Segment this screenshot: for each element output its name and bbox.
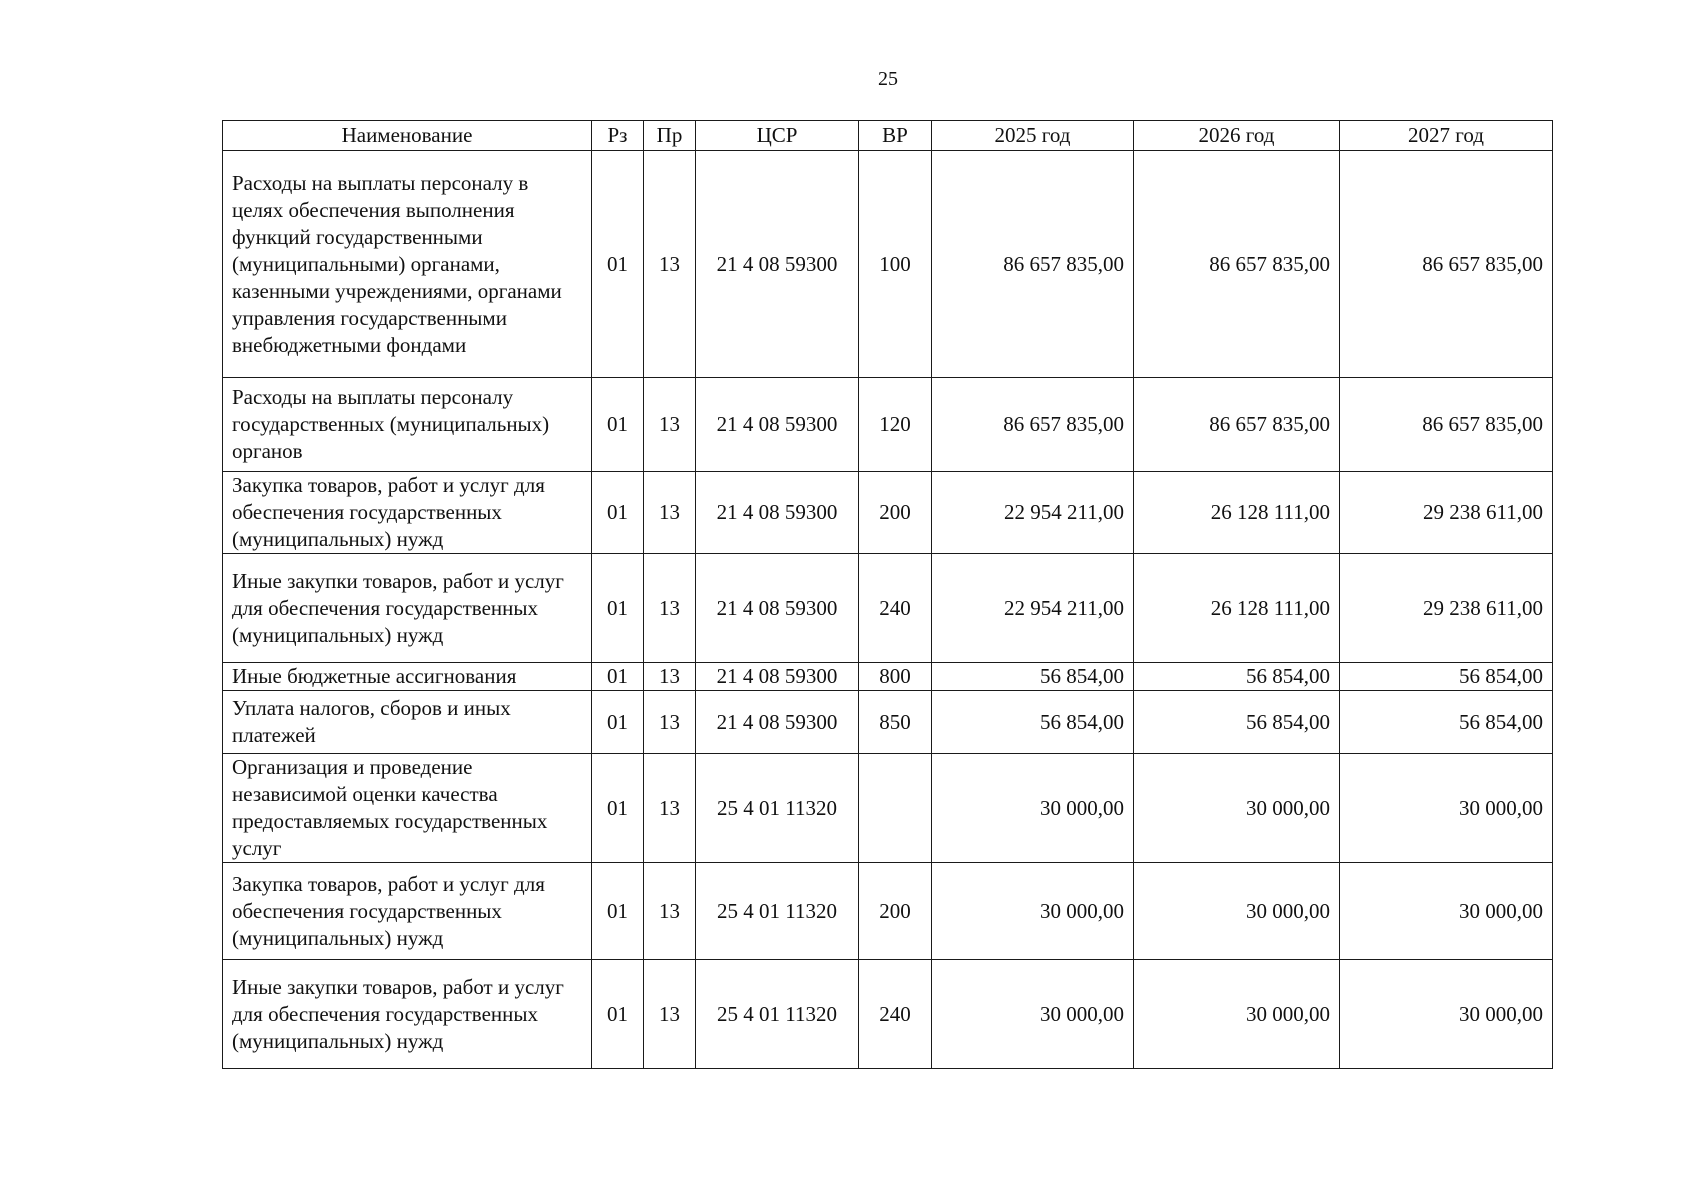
row-name: Иные закупки товаров, работ и услуг для обеспечения государственных (муниципальных) нужд	[223, 960, 592, 1069]
row-vr: 200	[859, 472, 932, 554]
row-pr: 13	[644, 378, 696, 472]
header-csr: ЦСР	[696, 121, 859, 151]
row-amount-2026: 86 657 835,00	[1134, 151, 1340, 378]
row-amount-2025: 30 000,00	[932, 754, 1134, 863]
row-amount-2026: 56 854,00	[1134, 663, 1340, 691]
row-csr: 21 4 08 59300	[696, 378, 859, 472]
row-vr: 850	[859, 691, 932, 754]
row-amount-2026: 26 128 111,00	[1134, 472, 1340, 554]
row-amount-2027: 30 000,00	[1340, 960, 1553, 1069]
row-pr: 13	[644, 863, 696, 960]
table-row	[223, 554, 1553, 663]
table-row	[223, 378, 1553, 472]
header-2027: 2027 год	[1340, 121, 1553, 151]
row-name: Организация и проведение независимой оценки качества предоставляемых государственных услуг	[223, 754, 592, 863]
row-amount-2027: 56 854,00	[1340, 691, 1553, 754]
row-rz: 01	[592, 863, 644, 960]
row-amount-2027: 30 000,00	[1340, 754, 1553, 863]
row-csr: 21 4 08 59300	[696, 151, 859, 378]
row-csr: 21 4 08 59300	[696, 554, 859, 663]
table-row	[223, 663, 1553, 691]
budget-table	[222, 120, 1553, 1069]
row-amount-2025: 22 954 211,00	[932, 472, 1134, 554]
row-amount-2027: 86 657 835,00	[1340, 378, 1553, 472]
table-row	[223, 754, 1553, 863]
header-name: Наименование	[223, 121, 592, 151]
row-pr: 13	[644, 663, 696, 691]
row-amount-2026: 30 000,00	[1134, 863, 1340, 960]
row-name: Закупка товаров, работ и услуг для обеспечения государственных (муниципальных) нужд	[223, 472, 592, 554]
row-vr: 240	[859, 554, 932, 663]
row-csr: 21 4 08 59300	[696, 663, 859, 691]
table-row	[223, 863, 1553, 960]
row-amount-2025: 30 000,00	[932, 960, 1134, 1069]
row-rz: 01	[592, 151, 644, 378]
row-amount-2026: 86 657 835,00	[1134, 378, 1340, 472]
row-amount-2026: 26 128 111,00	[1134, 554, 1340, 663]
row-amount-2025: 86 657 835,00	[932, 151, 1134, 378]
row-pr: 13	[644, 151, 696, 378]
row-csr: 21 4 08 59300	[696, 472, 859, 554]
row-amount-2025: 30 000,00	[932, 863, 1134, 960]
table-row	[223, 472, 1553, 554]
header-rz: Рз	[592, 121, 644, 151]
row-rz: 01	[592, 754, 644, 863]
row-name: Иные бюджетные ассигнования	[223, 663, 592, 691]
table-header-row	[223, 121, 1553, 151]
row-vr: 200	[859, 863, 932, 960]
row-amount-2027: 29 238 611,00	[1340, 554, 1553, 663]
row-pr: 13	[644, 960, 696, 1069]
header-2025: 2025 год	[932, 121, 1134, 151]
row-amount-2027: 86 657 835,00	[1340, 151, 1553, 378]
row-amount-2026: 30 000,00	[1134, 754, 1340, 863]
table-row	[223, 960, 1553, 1069]
row-name: Расходы на выплаты персоналу государственных (муниципальных) органов	[223, 378, 592, 472]
row-csr: 25 4 01 11320	[696, 960, 859, 1069]
row-name: Закупка товаров, работ и услуг для обеспечения государственных (муниципальных) нужд	[223, 863, 592, 960]
row-amount-2027: 56 854,00	[1340, 663, 1553, 691]
table-row	[223, 691, 1553, 754]
row-amount-2025: 56 854,00	[932, 663, 1134, 691]
page-number: 25	[878, 68, 898, 90]
header-vr: ВР	[859, 121, 932, 151]
row-vr: 120	[859, 378, 932, 472]
row-rz: 01	[592, 691, 644, 754]
row-amount-2027: 29 238 611,00	[1340, 472, 1553, 554]
row-csr: 25 4 01 11320	[696, 754, 859, 863]
row-amount-2025: 56 854,00	[932, 691, 1134, 754]
row-csr: 21 4 08 59300	[696, 691, 859, 754]
row-vr	[859, 754, 932, 863]
header-pr: Пр	[644, 121, 696, 151]
row-pr: 13	[644, 691, 696, 754]
row-rz: 01	[592, 472, 644, 554]
row-rz: 01	[592, 663, 644, 691]
row-amount-2027: 30 000,00	[1340, 863, 1553, 960]
row-rz: 01	[592, 960, 644, 1069]
row-vr: 800	[859, 663, 932, 691]
header-2026: 2026 год	[1134, 121, 1340, 151]
row-name: Расходы на выплаты персоналу в целях обеспечения выполнения функций государственными (муниципальными) органами, казенными учреждениями, органами управления государственными внебюджетными фондами	[223, 151, 592, 378]
row-amount-2026: 30 000,00	[1134, 960, 1340, 1069]
row-pr: 13	[644, 754, 696, 863]
row-pr: 13	[644, 472, 696, 554]
table-row	[223, 151, 1553, 378]
row-pr: 13	[644, 554, 696, 663]
row-rz: 01	[592, 378, 644, 472]
row-name: Иные закупки товаров, работ и услуг для обеспечения государственных (муниципальных) нужд	[223, 554, 592, 663]
row-amount-2025: 86 657 835,00	[932, 378, 1134, 472]
row-amount-2026: 56 854,00	[1134, 691, 1340, 754]
row-amount-2025: 22 954 211,00	[932, 554, 1134, 663]
row-vr: 100	[859, 151, 932, 378]
row-rz: 01	[592, 554, 644, 663]
row-vr: 240	[859, 960, 932, 1069]
row-name: Уплата налогов, сборов и иных платежей	[223, 691, 592, 754]
row-csr: 25 4 01 11320	[696, 863, 859, 960]
